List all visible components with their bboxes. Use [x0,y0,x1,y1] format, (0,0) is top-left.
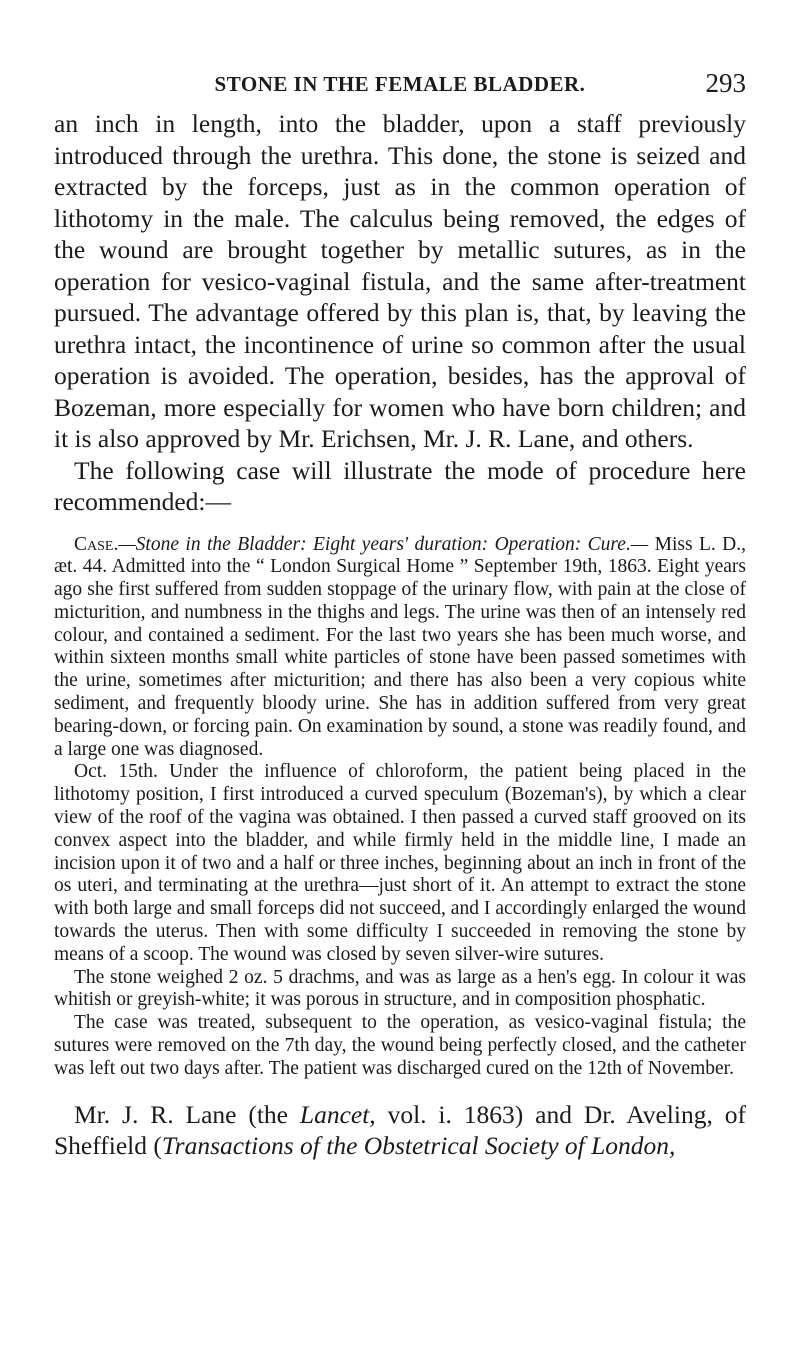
lancet-citation: Lancet [299,1099,370,1129]
closing-text-mid: , vol. i. 1863) and Dr. Aveling, of Sheffield ( [54,1099,746,1161]
running-head [54,68,746,102]
case-stone: The stone weighed 2 oz. 5 drachms, and was as large as a hen's egg. In colour it was whitish or greyish-white; it was porous in structure, and in composition phosphatic. [54,966,746,1011]
case-outcome: The case was treated, subsequent to the operation, as vesico-vaginal fistula; the sutures were removed on the 7th day, the wound being perfectly closed, and the catheter was left out two days after. The patient was discharged cured on the 12th of November. [54,1012,746,1079]
intro-paragraph: an inch in length, into the bladder, upon a staff previously introduced through the urethra. This done, the stone is seized and extracted by the forceps, just as in the common operation of lithotomy in the male. The calculus being removed, the edges of the wound are brought together by metallic sutures, as in the operation for vesico-vaginal fistula, and the same after-treatment pursued. The advantage offered by this plan is, that, by leaving the urethra intact, the incontinence of urine so common after the usual operation is avoided. The operation, besides, has the approval of Bozeman, more especially for women who have born children; and it is also approved by Mr. Erichsen, Mr. J. R. Lane, and others. [54,109,746,453]
case-history-text: Miss L. D., æt. 44. Admitted into the “ London Surgical Home ” September 19th, 1863. Eight years ago she first suffered from sudden stoppage of the urinary flow, with pain at the close of micturition, and numbness in the thighs and legs. The urine was then of an intensely red colour, and contained a sediment. For the last two years she has been much worse, and within sixteen months small white particles of stone have been passed sometimes with the urine, sometimes after micturition; and there has also been a very copious white sediment, and frequently bloody urine. She has in addition suffered from very great bearing-down, or forcing pain. On examination by sound, a stone was readily found, and a large one was diagnosed. [54,533,747,760]
case-title: —Stone in the Bladder: Eight years' duration: Operation: Cure.— [118,533,649,555]
case-history [54,534,746,762]
body-text [54,108,746,1162]
closing-text-before: Mr. J. R. Lane (the [74,1099,300,1129]
running-title: STONE IN THE FEMALE BLADDER. [214,72,586,96]
case-operation: Oct. 15th. Under the influence of chloroform, the patient being placed in the lithotomy position, I first introduced a curved speculum (Bozeman's), by which a clear view of the roof of the vagina was obtained. I then passed a curved staff grooved on its convex aspect into the bladder, and while firmly held in the middle line, I made an incision upon it of two and a half or three inches, beginning about an inch in front of the os uteri, and terminating at the urethra—just short of it. An attempt to extract the stone with both large and small forceps did not succeed, and I accordingly enlarged the wound towards the uterus. Then with some difficulty I succeeded in removing the stone by means of a scoop. The wound was closed by seven silver-wire sutures. [54,761,746,965]
lead-in-paragraph: The following case will illustrate the mode of procedure here recommended:— [54,455,746,516]
page-number: 293 [705,68,746,98]
transactions-citation: Transactions of the Obstetrical Society of London, [161,1131,676,1161]
case-report [54,534,746,1081]
closing-text [54,1099,746,1162]
case-label: Case. [74,533,119,555]
closing-paragraph [54,1099,746,1162]
